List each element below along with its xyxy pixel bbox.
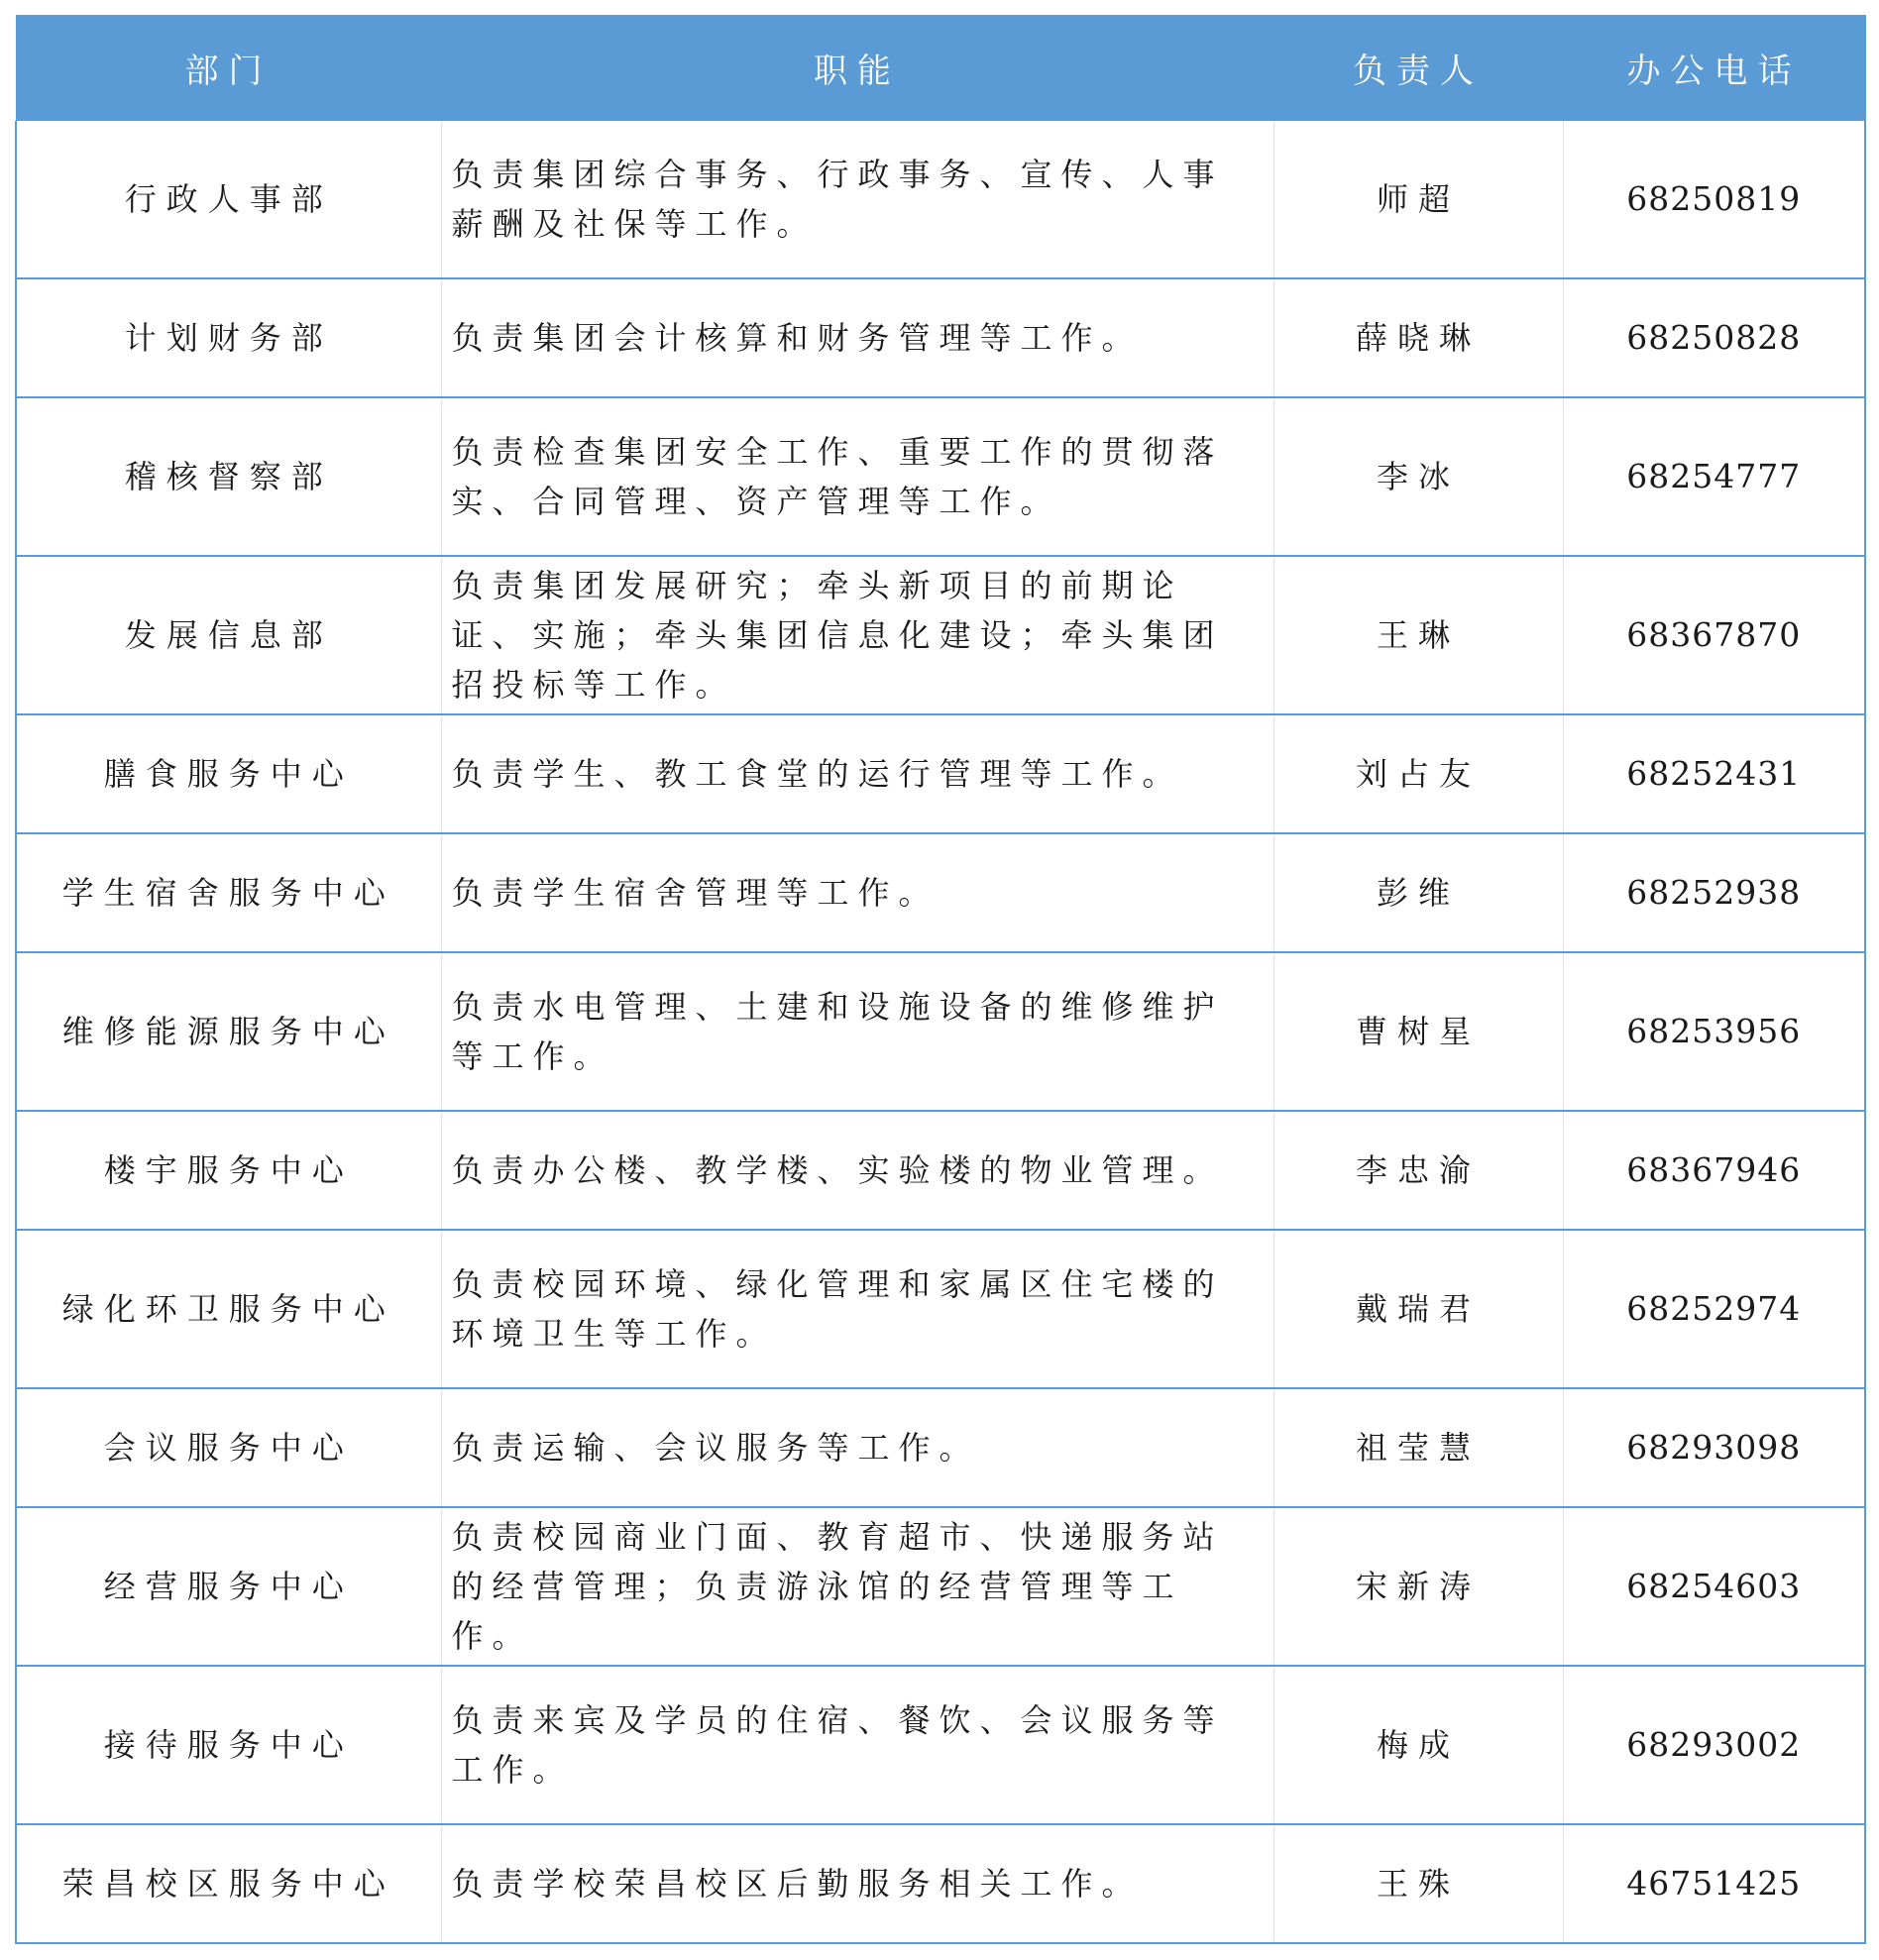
phone-cell: 68252938 — [1563, 833, 1865, 952]
dept-cell: 发展信息部 — [16, 556, 441, 714]
phone-cell: 68252974 — [1563, 1230, 1865, 1388]
table-row — [16, 556, 1865, 714]
phone-cell: 68252431 — [1563, 714, 1865, 833]
table-row — [16, 397, 1865, 556]
phone-cell: 46751425 — [1563, 1824, 1865, 1943]
header-person: 负责人 — [1273, 15, 1563, 121]
department-table — [15, 15, 1866, 1944]
phone-cell: 68253956 — [1563, 952, 1865, 1111]
department-table-container — [15, 15, 1864, 1944]
table-header — [16, 15, 1865, 121]
function-cell: 负责学生、教工食堂的运行管理等工作。 — [441, 714, 1273, 833]
table-row — [16, 1507, 1865, 1666]
phone-cell: 68250828 — [1563, 278, 1865, 397]
header-function: 职能 — [441, 15, 1273, 121]
dept-cell: 楼宇服务中心 — [16, 1111, 441, 1230]
function-cell: 负责集团会计核算和财务管理等工作。 — [441, 278, 1273, 397]
phone-cell: 68250819 — [1563, 121, 1865, 278]
table-row — [16, 833, 1865, 952]
table-row — [16, 1230, 1865, 1388]
person-cell: 薛晓琳 — [1273, 278, 1563, 397]
function-cell: 负责集团发展研究；牵头新项目的前期论证、实施；牵头集团信息化建设；牵头集团招投标等工作。 — [441, 556, 1273, 714]
function-cell: 负责校园环境、绿化管理和家属区住宅楼的环境卫生等工作。 — [441, 1230, 1273, 1388]
table-body — [16, 121, 1865, 1943]
person-cell: 戴瑞君 — [1273, 1230, 1563, 1388]
function-cell: 负责集团综合事务、行政事务、宣传、人事薪酬及社保等工作。 — [441, 121, 1273, 278]
person-cell: 曹树星 — [1273, 952, 1563, 1111]
dept-cell: 绿化环卫服务中心 — [16, 1230, 441, 1388]
person-cell: 李忠渝 — [1273, 1111, 1563, 1230]
person-cell: 梅成 — [1273, 1666, 1563, 1824]
table-row — [16, 1388, 1865, 1507]
dept-cell: 稽核督察部 — [16, 397, 441, 556]
phone-cell: 68293002 — [1563, 1666, 1865, 1824]
phone-cell: 68254603 — [1563, 1507, 1865, 1666]
table-row — [16, 714, 1865, 833]
table-row — [16, 121, 1865, 278]
function-cell: 负责校园商业门面、教育超市、快递服务站的经营管理；负责游泳馆的经营管理等工作。 — [441, 1507, 1273, 1666]
phone-cell: 68367870 — [1563, 556, 1865, 714]
function-cell: 负责学校荣昌校区后勤服务相关工作。 — [441, 1824, 1273, 1943]
table-row — [16, 952, 1865, 1111]
header-phone: 办公电话 — [1563, 15, 1865, 121]
function-cell: 负责检查集团安全工作、重要工作的贯彻落实、合同管理、资产管理等工作。 — [441, 397, 1273, 556]
function-cell: 负责办公楼、教学楼、实验楼的物业管理。 — [441, 1111, 1273, 1230]
dept-cell: 接待服务中心 — [16, 1666, 441, 1824]
function-cell: 负责水电管理、土建和设施设备的维修维护等工作。 — [441, 952, 1273, 1111]
dept-cell: 膳食服务中心 — [16, 714, 441, 833]
dept-cell: 行政人事部 — [16, 121, 441, 278]
dept-cell: 荣昌校区服务中心 — [16, 1824, 441, 1943]
person-cell: 祖莹慧 — [1273, 1388, 1563, 1507]
person-cell: 李冰 — [1273, 397, 1563, 556]
dept-cell: 会议服务中心 — [16, 1388, 441, 1507]
phone-cell: 68293098 — [1563, 1388, 1865, 1507]
table-row — [16, 1111, 1865, 1230]
table-row — [16, 1824, 1865, 1943]
table-row — [16, 278, 1865, 397]
header-row — [16, 15, 1865, 121]
dept-cell: 维修能源服务中心 — [16, 952, 441, 1111]
person-cell: 彭维 — [1273, 833, 1563, 952]
dept-cell: 计划财务部 — [16, 278, 441, 397]
dept-cell: 学生宿舍服务中心 — [16, 833, 441, 952]
table-row — [16, 1666, 1865, 1824]
person-cell: 师超 — [1273, 121, 1563, 278]
phone-cell: 68367946 — [1563, 1111, 1865, 1230]
person-cell: 王殊 — [1273, 1824, 1563, 1943]
dept-cell: 经营服务中心 — [16, 1507, 441, 1666]
person-cell: 王琳 — [1273, 556, 1563, 714]
phone-cell: 68254777 — [1563, 397, 1865, 556]
function-cell: 负责来宾及学员的住宿、餐饮、会议服务等工作。 — [441, 1666, 1273, 1824]
header-dept: 部门 — [16, 15, 441, 121]
person-cell: 刘占友 — [1273, 714, 1563, 833]
function-cell: 负责运输、会议服务等工作。 — [441, 1388, 1273, 1507]
function-cell: 负责学生宿舍管理等工作。 — [441, 833, 1273, 952]
person-cell: 宋新涛 — [1273, 1507, 1563, 1666]
